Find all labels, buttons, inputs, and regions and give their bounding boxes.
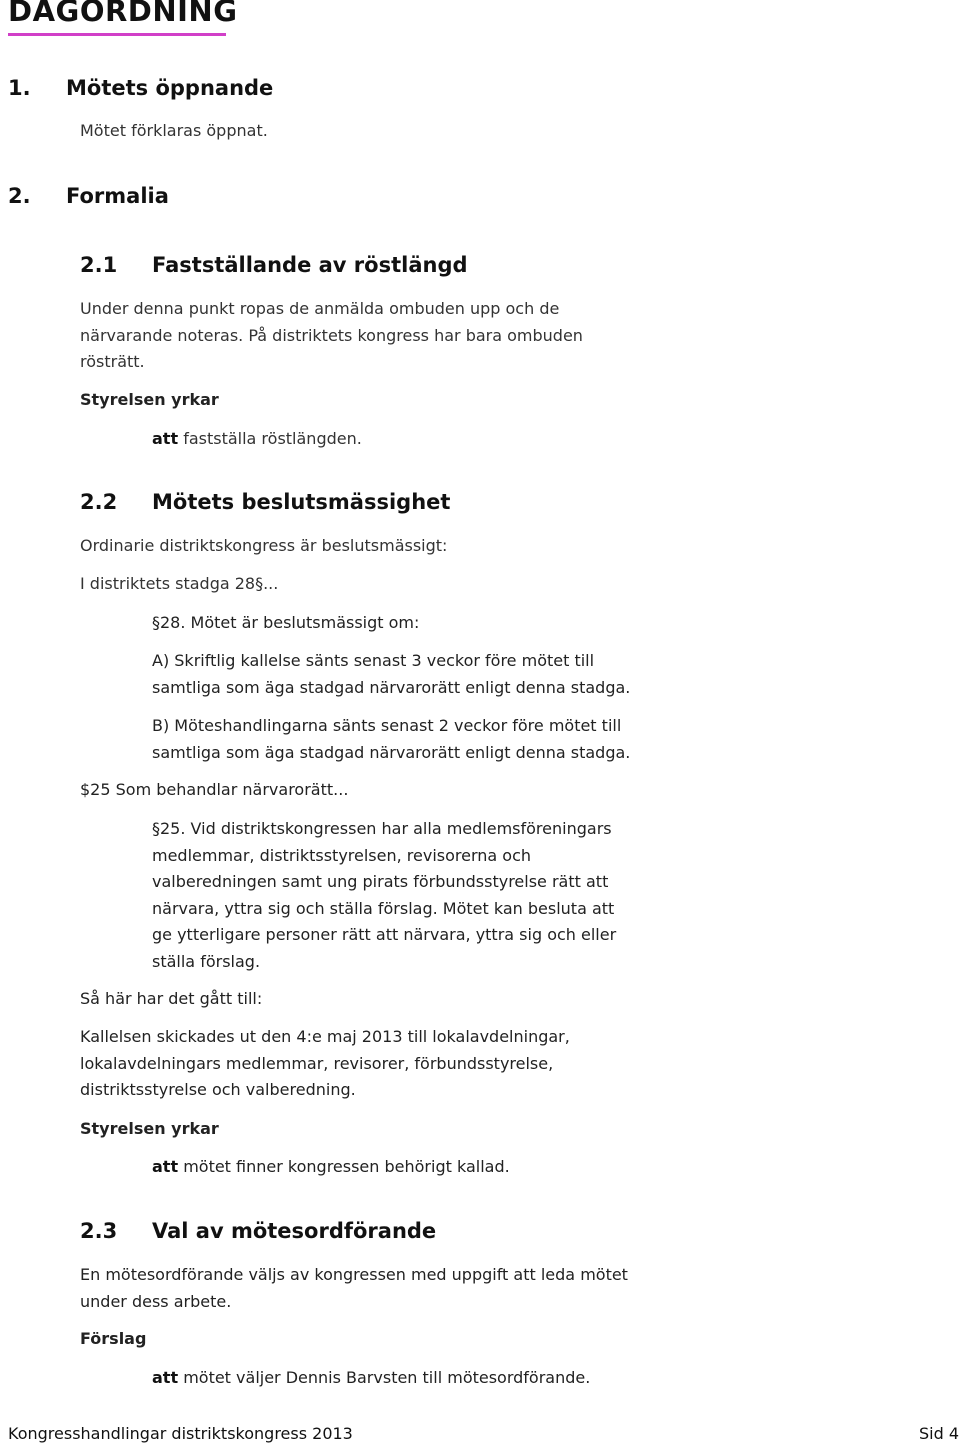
paragraph-line: distriktsstyrelse och valberedning. xyxy=(80,1080,356,1099)
statute-28-heading: §28. Mötet är beslutsmässigt om: xyxy=(152,613,420,632)
section-2-heading xyxy=(8,184,169,208)
section-2-2-intro: Ordinarie distriktskongress är beslutsmässigt: xyxy=(80,536,448,555)
paragraph-line: under dess arbete. xyxy=(80,1291,232,1311)
statute-28-b xyxy=(152,713,630,766)
section-2-2-title: Mötets beslutsmässighet xyxy=(152,490,451,514)
statute-line: samtliga som äga stadgad närvarorätt enligt denna stadga. xyxy=(152,742,631,762)
document-title: DAGORDNING xyxy=(8,0,238,28)
how-it-went-text xyxy=(80,1024,570,1104)
title-underline xyxy=(8,33,226,36)
motion-att: att xyxy=(152,1157,179,1176)
footer-page-number: Sid 4 xyxy=(918,1424,959,1443)
section-2-3-paragraph xyxy=(80,1262,628,1315)
section-1-text: Mötet förklaras öppnat. xyxy=(80,121,268,140)
section-2-2-heading xyxy=(80,490,450,514)
motion-att: att xyxy=(152,429,179,448)
statute-25-text xyxy=(152,816,616,975)
section-2-1-title: Fastställande av röstlängd xyxy=(152,253,468,277)
paragraph-line: lokalavdelningars medlemmar, revisorer, förbundsstyrelse, xyxy=(80,1053,554,1073)
paragraph-line: närvarande noteras. På distriktets kongress har bara ombuden xyxy=(80,325,583,345)
paragraph-line: Under denna punkt ropas de anmälda ombuden upp och de xyxy=(80,299,560,318)
motion-text: fastställa röstlängden. xyxy=(183,429,362,448)
paragraph-line: Kallelsen skickades ut den 4:e maj 2013 till lokalavdelningar, xyxy=(80,1027,570,1046)
statute-line: ge ytterligare personer rätt att närvara, yttra sig och eller xyxy=(152,925,617,944)
motion-att: att xyxy=(152,1368,179,1387)
section-2-3-number: 2.3 xyxy=(80,1219,118,1243)
section-1-title: Mötets öppnande xyxy=(66,76,274,100)
footer-document-name: Kongresshandlingar distriktskongress 2013 xyxy=(8,1424,353,1443)
statute-line: närvara, yttra sig och ställa förslag. Mötet kan besluta att xyxy=(152,898,615,918)
statute-line: §25. Vid distriktskongressen har alla medlemsföreningars xyxy=(152,819,612,838)
section-2-1-heading xyxy=(80,253,468,277)
statute-reference: I distriktets stadga 28§... xyxy=(80,574,279,593)
statute-line: medlemmar, distriktsstyrelsen, revisorerna och xyxy=(152,845,532,865)
motion-text: mötet finner kongressen behörigt kallad. xyxy=(183,1157,510,1176)
section-2-1-number: 2.1 xyxy=(80,253,118,277)
section-2-2-number: 2.2 xyxy=(80,490,118,514)
board-motion-label: Styrelsen yrkar xyxy=(80,1119,219,1138)
statute-line: B) Möteshandlingarna sänts senast 2 veckor före mötet till xyxy=(152,716,622,735)
paragraph-line: En mötesordförande väljs av kongressen med uppgift att leda mötet xyxy=(80,1265,628,1284)
section-2-number: 2. xyxy=(8,184,31,208)
statute-28-a xyxy=(152,648,630,701)
section-2-title: Formalia xyxy=(66,184,169,208)
statute-line: valberedningen samt ung pirats förbundsstyrelse rätt att xyxy=(152,872,609,891)
paragraph-line: rösträtt. xyxy=(80,352,145,371)
motion-line xyxy=(152,426,362,453)
section-2-1-paragraph xyxy=(80,296,583,376)
section-1-heading xyxy=(8,76,273,100)
section-2-3-heading xyxy=(80,1219,436,1243)
how-it-went-label: Så här har det gått till: xyxy=(80,989,263,1008)
statute-line: ställa förslag. xyxy=(152,951,261,971)
motion-line xyxy=(152,1154,510,1181)
section-1-number: 1. xyxy=(8,76,31,100)
statute-line: A) Skriftlig kallelse sänts senast 3 veckor före mötet till xyxy=(152,651,595,670)
board-motion-label: Styrelsen yrkar xyxy=(80,390,219,409)
statute-25-reference: $25 Som behandlar närvarorätt... xyxy=(80,780,349,799)
statute-line: samtliga som äga stadgad närvarorätt enligt denna stadga. xyxy=(152,677,631,697)
proposal-label: Förslag xyxy=(80,1329,147,1348)
motion-text: mötet väljer Dennis Barvsten till mötesordförande. xyxy=(183,1368,591,1387)
motion-line xyxy=(152,1365,590,1392)
section-2-3-title: Val av mötesordförande xyxy=(152,1219,437,1243)
